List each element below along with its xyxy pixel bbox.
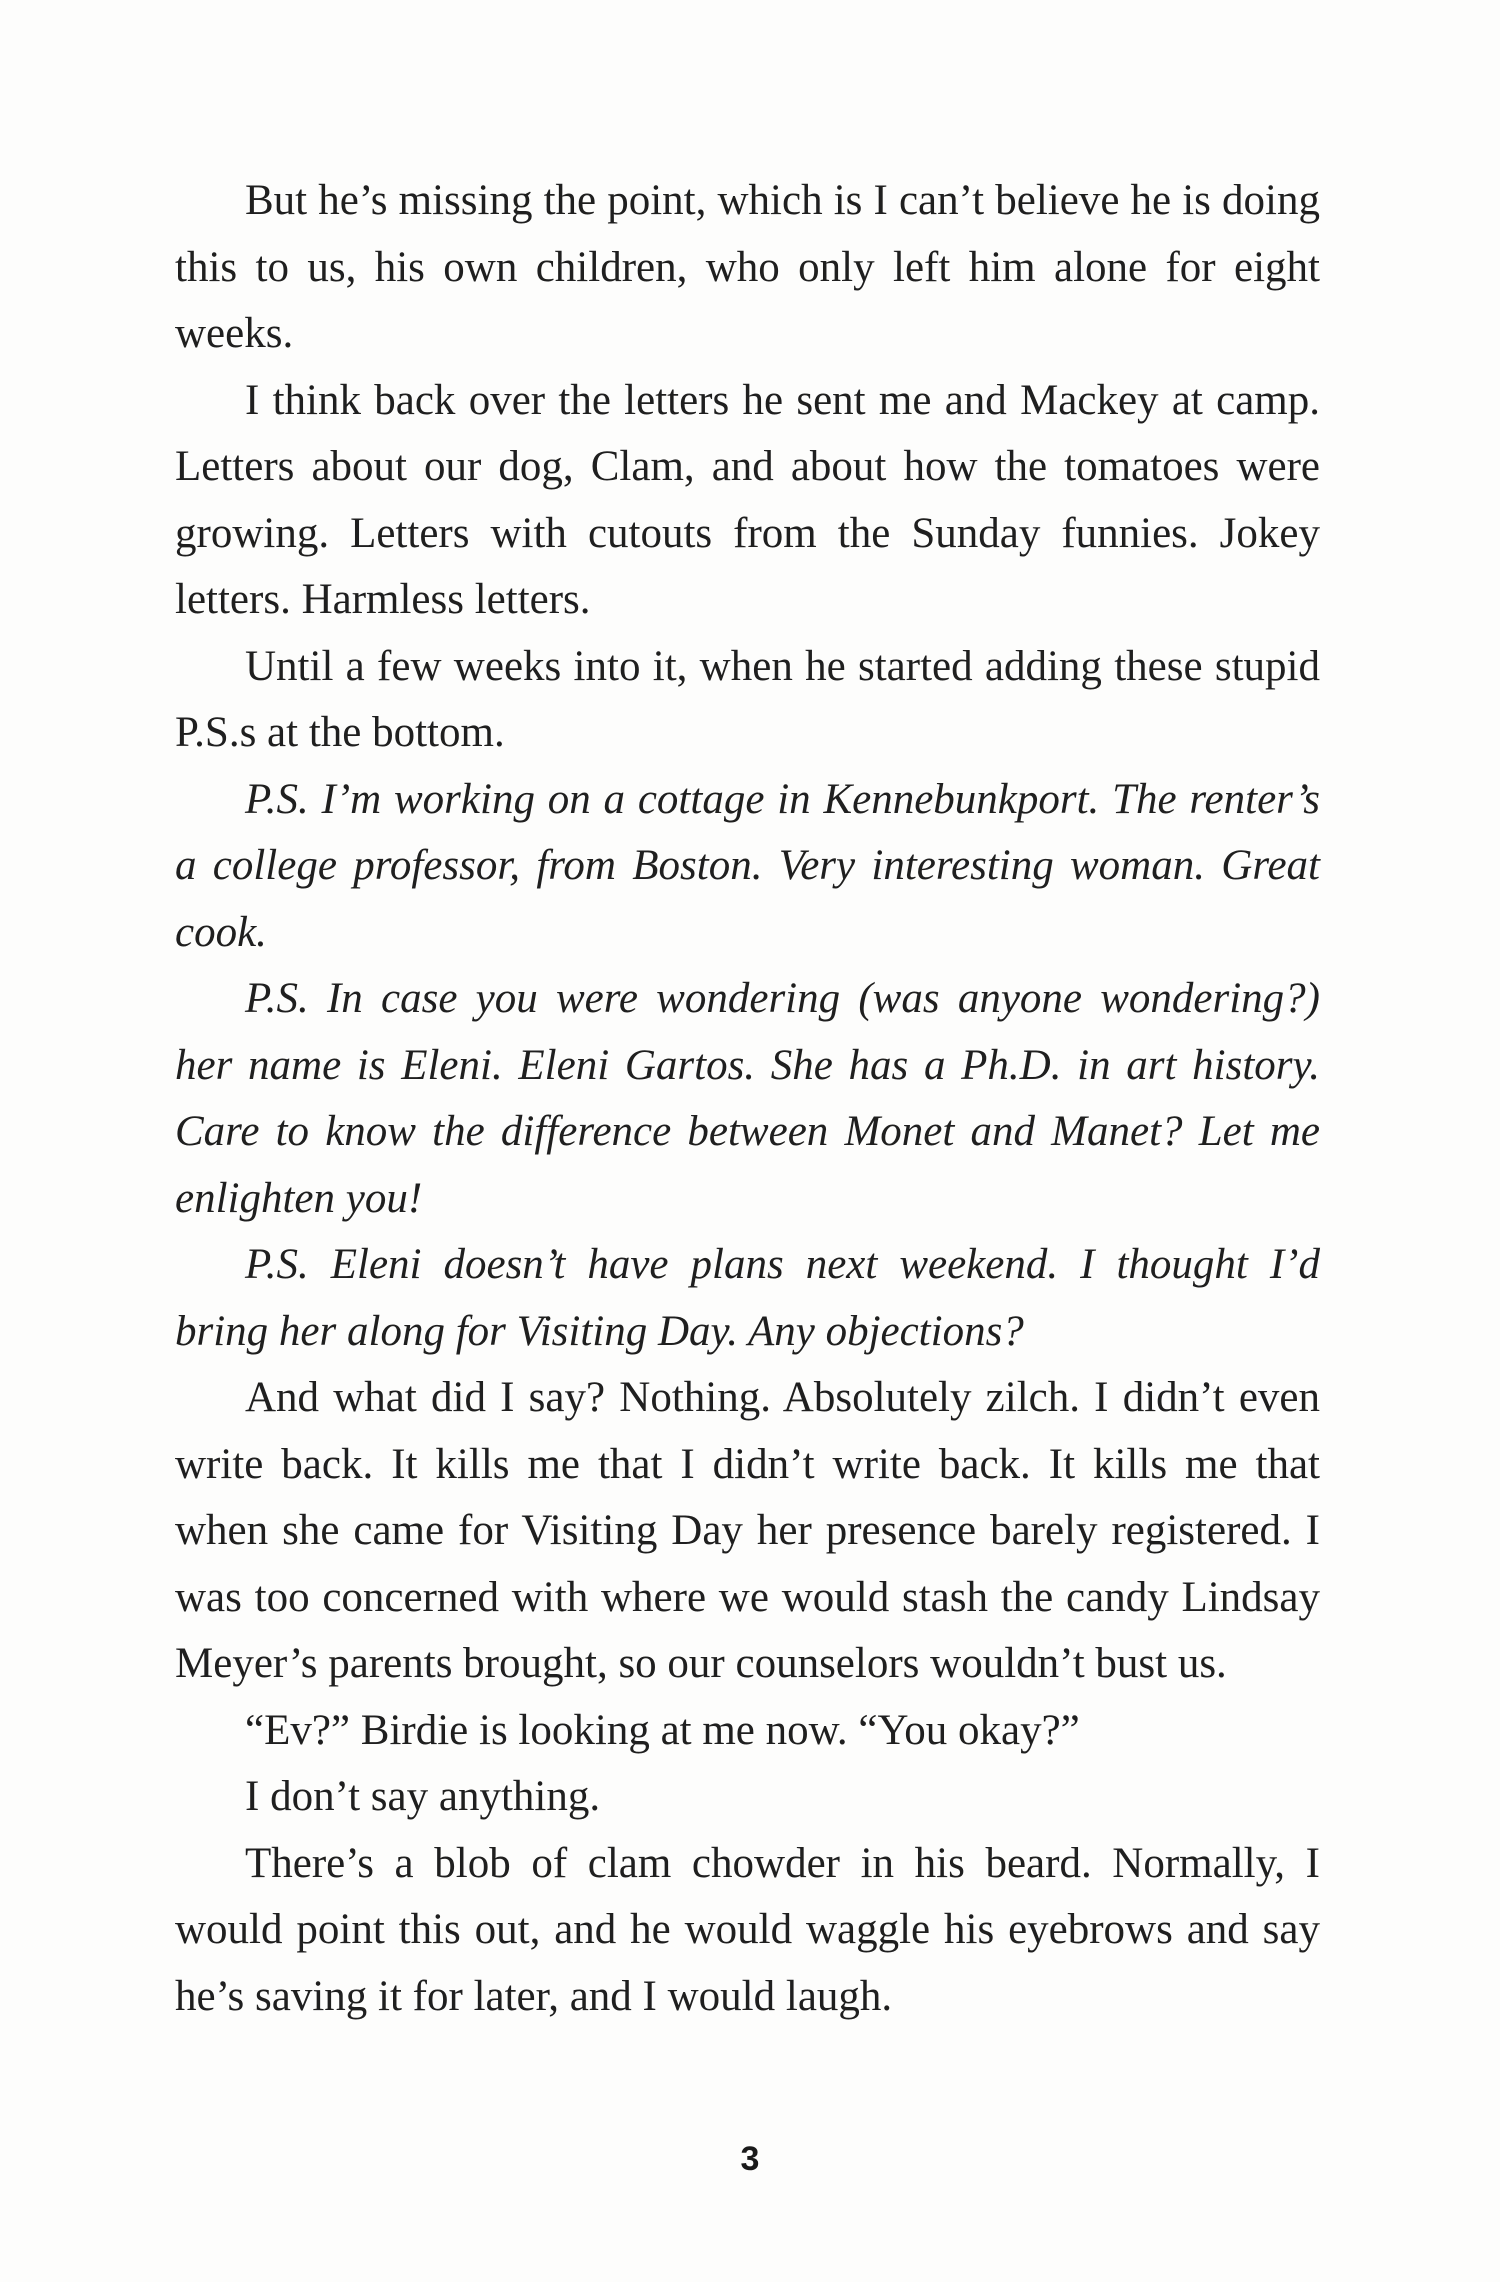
postscript-paragraph: P.S. Eleni doesn’t have plans next weekend. I thought I’d bring her along for Visiting Day. Any objections? [175, 1241, 1320, 1355]
paragraph: There’s a blob of clam chowder in his beard. Normally, I would point this out, and he would waggle his eyebrows and say he’s saving it for later, and I would laugh. [175, 1839, 1320, 2020]
body-text [175, 168, 1320, 2030]
paragraph: But he’s missing the point, which is I can’t believe he is doing this to us, his own children, who only left him alone for eight weeks. [175, 177, 1320, 357]
paragraph: I think back over the letters he sent me and Mackey at camp. Letters about our dog, Clam, and about how the tomatoes were growing. Letters with cutouts from the Sunday funnies. Jokey letters. Harmless letters. [175, 376, 1320, 623]
paragraph: Until a few weeks into it, when he started adding these stupid P.S.s at the bottom. [175, 642, 1320, 756]
paragraph: And what did I say? Nothing. Absolutely zilch. I didn’t even write back. It kills me that I didn’t write back. It kills me that when she came for Visiting Day her presence barely registered. I was too concerned with where we would stash the candy Lindsay Meyer’s parents brought, so our counselors wouldn’t bust us. [175, 1374, 1320, 1687]
paragraph: I don’t say anything. [245, 1773, 601, 1820]
paragraph: “Ev?” Birdie is looking at me now. “You okay?” [245, 1706, 1080, 1754]
postscript-paragraph: P.S. In case you were wondering (was anyone wondering?) her name is Eleni. Eleni Gartos. She has a Ph.D. in art history. Care to know the difference between Monet and Manet? Let me enlighten you! [175, 975, 1320, 1222]
page-number: 3 [740, 2140, 760, 2178]
postscript-paragraph: P.S. I’m working on a cottage in Kennebunkport. The renter’s a college professor, from Boston. Very interesting woman. Great cook. [175, 775, 1320, 956]
